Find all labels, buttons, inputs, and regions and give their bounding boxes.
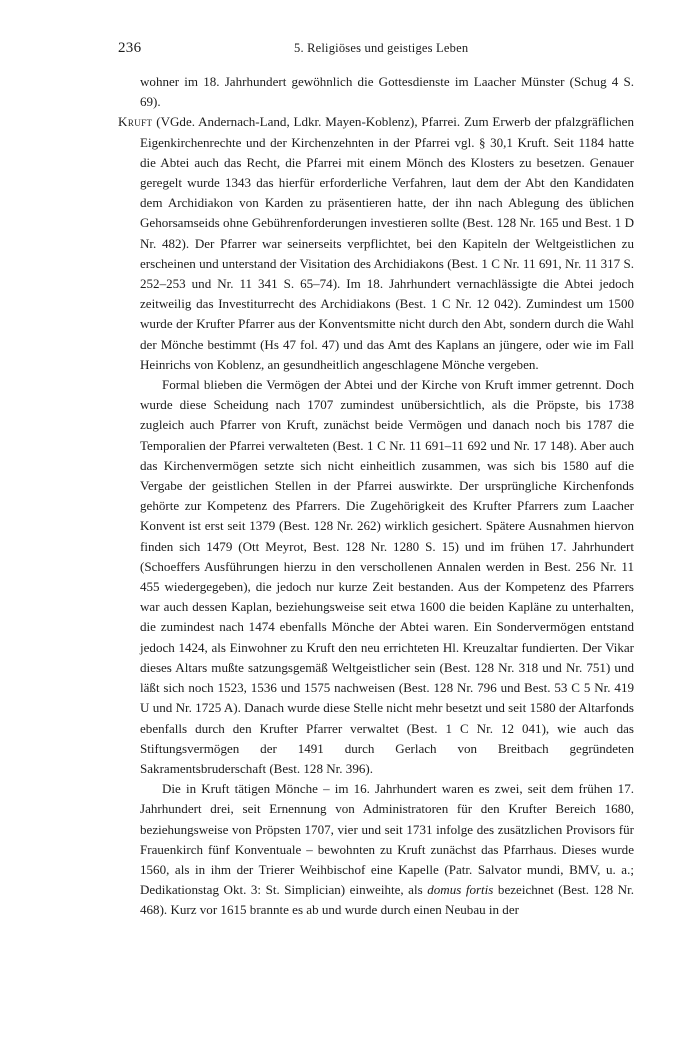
body-text <box>118 72 634 921</box>
paragraph-text: Die in Kruft tätigen Mönche – im 16. Jahrhundert waren es zwei, seit dem frühen 17. Jahrhundert drei, seit Ernennung von Administratoren für den Krufter Bereich 1680, beziehungsweise von Pröpsten 1707, vier und seit 1731 infolge des zusätzlichen Provisors für Frauenkirch fünf Konventuale – bewohnten zu Kruft zunächst das Pfarrhaus. Dieses wurde 1560, als in ihm der Trierer Weihbischof eine Kapelle (Patr. Salvator mundi, BMV, u. a.; Dedikationstag Okt. 3: St. Simplician) einweihte, als <box>140 781 634 898</box>
page-number: 236 <box>118 40 142 56</box>
paragraph-vermoegen <box>118 375 634 779</box>
running-title: 5. Religiöses und geistiges Leben <box>294 41 469 55</box>
entry-paragraph-kruft <box>118 112 634 375</box>
paragraph-moenche <box>118 779 634 920</box>
italic-term: domus fortis <box>427 882 494 898</box>
entry-lemma: Kruft <box>118 114 153 130</box>
paragraph-text-end: bezeichnet (Best. 128 Nr. 468). Kurz vor 1615 brannte es ab und wurde durch einen Neubau in der <box>140 882 634 918</box>
paragraph-text: (VGde. Andernach-Land, Ldkr. Mayen-Koblenz), Pfarrei. Zum Erwerb der pfalzgräflichen Eigenkirchenrechte und der Kirchenzehnten in der Pfarrei vgl. § 30,1 Kruft. Seit 1184 hatte die Abtei auch das Recht, die Pfarrei mit einem Mönch des Klosters zu besetzen. Genauer geregelt wurde 1343 das hierfür erforderliche Verfahren, laut dem der Abt den Kandidaten dem Archidiakon von Karden zu präsentieren hatte, der ihn nach Ablegung des üblichen Gehorsamseids ohne Gebührenforderungen investieren sollte (Best. 128 Nr. 165 und Best. 1 D Nr. 482). Der Pfarrer war seinerseits verpflichtet, bei den Kapiteln der Weltgeistlichen zu erscheinen und unterstand der Visitation des Archidiakons (Best. 1 C Nr. 11 691, Nr. 11 317 S. 252–253 und Nr. 11 341 S. 65–74). Im 18. Jahrhundert vernachlässigte die Abtei jedoch zeitweilig das Investiturrecht des Archidiakons (Best. 1 C Nr. 12 042). Zumindest um 1500 wurde der Krufter Pfarrer aus der Konventsmitte nicht durch den Abt, sondern durch die Wahl der Mönche bestimmt (Hs 47 fol. 47) und das Amt des Kaplans an jüngere, oder wie im Fall Heinrichs von Koblenz, an gesundheitlich angeschlagene Mönche vergeben. <box>140 114 634 372</box>
paragraph-continuation <box>118 72 634 112</box>
paragraph-text: wohner im 18. Jahrhundert gewöhnlich die Gottesdienste im Laacher Münster (Schug 4 S. 69). <box>140 74 634 110</box>
paragraph-text: Formal blieben die Vermögen der Abtei und der Kirche von Kruft immer getrennt. Doch wurde diese Scheidung nach 1707 zumindest unübersichtlich, als die Pröpste, bis 1738 zugleich auch Pfarrer von Kruft, zunächst beide Vermögen und danach noch bis 1787 die Temporalien der Pfarrei verwalteten (Best. 1 C Nr. 11 691–11 692 und Nr. 17 148). Aber auch das Kirchenvermögen setzte sich nicht einheitlich zusammen, was sich bis 1580 auf die Vergabe der geistlichen Stellen in der Pfarrei auswirkte. Der ursprüngliche Kirchenfonds gehörte zur Kompetenz des Pfarrers. Die Zugehörigkeit des Krufter Pfarrers zum Laacher Konvent ist erst seit 1379 (Best. 128 Nr. 262) wirklich gesichert. Spätere Ausnahmen hiervon finden sich 1479 (Ott Meyrot, Best. 128 Nr. 1280 S. 15) und im frühen 17. Jahrhundert (Schoeffers Ausführungen hierzu in den verschollenen Annalen werden in Best. 256 Nr. 11 455 wiedergegeben), die jedoch nur kurze Zeit bestanden. Aus der Kompetenz des Pfarrers war auch dessen Kaplan, beziehungsweise seit etwa 1600 die beiden Kapläne zu unterhalten, die zumindest nach 1474 ebenfalls Mönche der Abtei waren. Ein Sondervermögen entstand jedoch 1424, als Einwohner zu Kruft den neu errichteten Hl. Kreuzaltar fundierten. Der Vikar dieses Altars mußte satzungsgemäß Weltgeistlicher sein (Best. 128 Nr. 318 und Nr. 751) und läßt sich noch 1523, 1536 und 1575 nachweisen (Best. 128 Nr. 796 und Best. 53 C 5 Nr. 419 U und Nr. 1725 A). Danach wurde diese Stelle nicht mehr besetzt und seit 1580 der Altarfonds ebenfalls durch den Krufter Pfarrer verwaltet (Best. 1 C Nr. 12 041), wie auch das Stiftungsvermögen der 1491 durch Gerlach von Breitbach gegründeten Sakramentsbruderschaft (Best. 128 Nr. 396). <box>140 377 634 776</box>
page-header <box>118 40 634 60</box>
